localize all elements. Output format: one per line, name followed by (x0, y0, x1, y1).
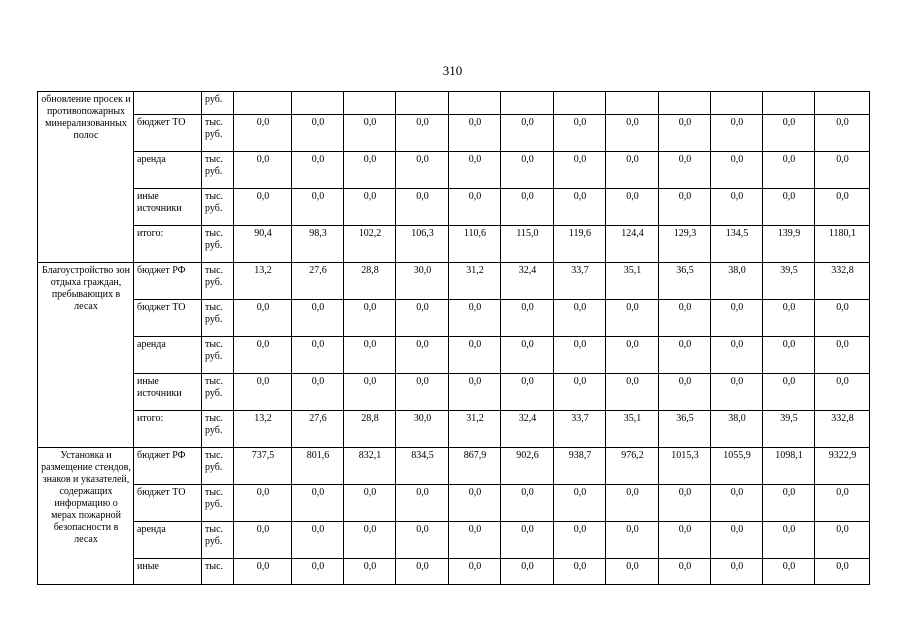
value-cell: 0,0 (763, 559, 815, 585)
unit: тыс. руб. (202, 115, 234, 152)
value-cell: 0,0 (763, 374, 815, 411)
value-cell: 0,0 (396, 559, 449, 585)
value-cell: 0,0 (449, 337, 501, 374)
value-cell: 867,9 (449, 448, 501, 485)
funding-source: бюджет РФ (134, 448, 202, 485)
value-cell: 32,4 (501, 411, 554, 448)
value-cell: 0,0 (606, 522, 659, 559)
value-cell: 0,0 (234, 559, 292, 585)
value-cell: 36,5 (659, 263, 711, 300)
value-cell: 9322,9 (815, 448, 870, 485)
unit: тыс. руб. (202, 226, 234, 263)
value-cell: 0,0 (344, 485, 396, 522)
value-cell: 134,5 (711, 226, 763, 263)
unit: тыс. руб. (202, 448, 234, 485)
value-cell: 0,0 (344, 189, 396, 226)
value-cell: 0,0 (815, 559, 870, 585)
unit: тыс. руб. (202, 263, 234, 300)
value-cell: 0,0 (763, 115, 815, 152)
value-cell: 0,0 (659, 374, 711, 411)
funding-source: аренда (134, 152, 202, 189)
value-cell: 0,0 (606, 485, 659, 522)
value-cell: 0,0 (234, 152, 292, 189)
value-cell: 0,0 (292, 189, 344, 226)
table-row (38, 485, 870, 522)
value-cell: 0,0 (501, 115, 554, 152)
funding-source: аренда (134, 522, 202, 559)
value-cell: 13,2 (234, 263, 292, 300)
value-cell: 0,0 (815, 189, 870, 226)
value-cell: 0,0 (344, 300, 396, 337)
value-cell: 0,0 (711, 115, 763, 152)
value-cell: 0,0 (234, 374, 292, 411)
value-cell: 32,4 (501, 263, 554, 300)
table-row (38, 226, 870, 263)
value-cell: 30,0 (396, 263, 449, 300)
value-cell: 0,0 (501, 189, 554, 226)
value-cell (815, 92, 870, 115)
value-cell: 0,0 (659, 189, 711, 226)
value-cell: 98,3 (292, 226, 344, 263)
value-cell: 0,0 (449, 559, 501, 585)
value-cell: 0,0 (711, 300, 763, 337)
value-cell (659, 92, 711, 115)
value-cell: 0,0 (815, 337, 870, 374)
value-cell: 0,0 (501, 300, 554, 337)
funding-source: итого: (134, 411, 202, 448)
unit: тыс. руб. (202, 152, 234, 189)
value-cell: 102,2 (344, 226, 396, 263)
value-cell: 0,0 (234, 522, 292, 559)
value-cell: 0,0 (606, 559, 659, 585)
value-cell: 0,0 (449, 485, 501, 522)
value-cell (606, 92, 659, 115)
funding-source (134, 92, 202, 115)
value-cell: 0,0 (501, 522, 554, 559)
value-cell: 28,8 (344, 411, 396, 448)
value-cell: 0,0 (292, 300, 344, 337)
funding-source: итого: (134, 226, 202, 263)
value-cell: 0,0 (606, 189, 659, 226)
table-row (38, 448, 870, 485)
value-cell: 0,0 (606, 152, 659, 189)
funding-source: бюджет ТО (134, 115, 202, 152)
value-cell: 0,0 (554, 152, 606, 189)
value-cell: 0,0 (711, 374, 763, 411)
value-cell: 1055,9 (711, 448, 763, 485)
value-cell: 124,4 (606, 226, 659, 263)
value-cell: 0,0 (344, 152, 396, 189)
value-cell: 90,4 (234, 226, 292, 263)
funding-source: иные источники (134, 374, 202, 411)
value-cell: 0,0 (396, 152, 449, 189)
value-cell: 0,0 (396, 300, 449, 337)
value-cell: 35,1 (606, 263, 659, 300)
funding-source: иные (134, 559, 202, 585)
value-cell: 0,0 (763, 300, 815, 337)
value-cell: 0,0 (501, 152, 554, 189)
value-cell: 0,0 (501, 559, 554, 585)
value-cell: 0,0 (815, 485, 870, 522)
value-cell (711, 92, 763, 115)
table-row (38, 189, 870, 226)
value-cell: 0,0 (659, 337, 711, 374)
value-cell: 0,0 (554, 374, 606, 411)
value-cell: 0,0 (815, 152, 870, 189)
value-cell (501, 92, 554, 115)
value-cell: 0,0 (396, 522, 449, 559)
unit: тыс. (202, 559, 234, 585)
table-row (38, 152, 870, 189)
unit: руб. (202, 92, 234, 115)
value-cell: 115,0 (501, 226, 554, 263)
value-cell: 0,0 (763, 189, 815, 226)
value-cell: 0,0 (711, 189, 763, 226)
value-cell: 0,0 (292, 152, 344, 189)
value-cell: 0,0 (396, 374, 449, 411)
table-row (38, 300, 870, 337)
value-cell: 0,0 (711, 337, 763, 374)
table-row (38, 115, 870, 152)
value-cell: 129,3 (659, 226, 711, 263)
page-number: 310 (442, 63, 463, 78)
value-cell: 0,0 (396, 115, 449, 152)
value-cell: 0,0 (234, 300, 292, 337)
value-cell: 0,0 (711, 559, 763, 585)
value-cell: 0,0 (815, 300, 870, 337)
value-cell: 139,9 (763, 226, 815, 263)
value-cell: 38,0 (711, 263, 763, 300)
unit: тыс. руб. (202, 485, 234, 522)
value-cell: 0,0 (396, 337, 449, 374)
value-cell: 0,0 (449, 115, 501, 152)
value-cell: 0,0 (554, 337, 606, 374)
unit: тыс. руб. (202, 337, 234, 374)
unit: тыс. руб. (202, 189, 234, 226)
unit: тыс. руб. (202, 300, 234, 337)
value-cell: 332,8 (815, 411, 870, 448)
budget-table (37, 91, 870, 585)
value-cell: 0,0 (292, 522, 344, 559)
value-cell: 332,8 (815, 263, 870, 300)
activity-name: Благоустройство зон отдыха граждан, пребывающих в лесах (38, 263, 134, 448)
value-cell: 0,0 (659, 559, 711, 585)
value-cell: 0,0 (396, 485, 449, 522)
funding-source: бюджет ТО (134, 300, 202, 337)
value-cell: 1015,3 (659, 448, 711, 485)
value-cell: 28,8 (344, 263, 396, 300)
value-cell: 0,0 (554, 115, 606, 152)
value-cell: 0,0 (396, 189, 449, 226)
value-cell: 31,2 (449, 263, 501, 300)
value-cell: 0,0 (344, 374, 396, 411)
value-cell: 976,2 (606, 448, 659, 485)
value-cell: 33,7 (554, 263, 606, 300)
value-cell: 27,6 (292, 263, 344, 300)
table-row (38, 559, 870, 585)
value-cell: 0,0 (344, 559, 396, 585)
value-cell: 801,6 (292, 448, 344, 485)
value-cell: 0,0 (292, 374, 344, 411)
value-cell: 39,5 (763, 263, 815, 300)
value-cell: 832,1 (344, 448, 396, 485)
value-cell: 0,0 (449, 374, 501, 411)
unit: тыс. руб. (202, 522, 234, 559)
value-cell: 0,0 (659, 115, 711, 152)
value-cell: 0,0 (292, 115, 344, 152)
value-cell: 0,0 (449, 152, 501, 189)
value-cell: 0,0 (292, 485, 344, 522)
value-cell: 0,0 (344, 337, 396, 374)
value-cell: 0,0 (554, 522, 606, 559)
value-cell (396, 92, 449, 115)
value-cell: 0,0 (763, 485, 815, 522)
unit: тыс. руб. (202, 374, 234, 411)
value-cell: 737,5 (234, 448, 292, 485)
value-cell: 0,0 (659, 300, 711, 337)
value-cell: 0,0 (815, 115, 870, 152)
value-cell: 0,0 (449, 522, 501, 559)
activity-name: Установка и размещение стендов, знаков и указателей, содержащих информацию о мерах пожарной безопасности в лесах (38, 448, 134, 585)
value-cell: 0,0 (659, 152, 711, 189)
funding-source: бюджет РФ (134, 263, 202, 300)
value-cell: 0,0 (554, 485, 606, 522)
value-cell: 31,2 (449, 411, 501, 448)
value-cell: 0,0 (292, 337, 344, 374)
table-row (38, 522, 870, 559)
value-cell: 0,0 (234, 189, 292, 226)
value-cell: 0,0 (449, 189, 501, 226)
value-cell: 0,0 (659, 522, 711, 559)
value-cell: 0,0 (815, 374, 870, 411)
value-cell: 0,0 (501, 337, 554, 374)
unit: тыс. руб. (202, 411, 234, 448)
value-cell: 0,0 (763, 337, 815, 374)
value-cell: 33,7 (554, 411, 606, 448)
value-cell: 834,5 (396, 448, 449, 485)
value-cell: 0,0 (234, 485, 292, 522)
funding-source: аренда (134, 337, 202, 374)
value-cell: 902,6 (501, 448, 554, 485)
value-cell: 0,0 (234, 337, 292, 374)
value-cell (449, 92, 501, 115)
value-cell: 36,5 (659, 411, 711, 448)
value-cell: 119,6 (554, 226, 606, 263)
value-cell: 38,0 (711, 411, 763, 448)
value-cell: 0,0 (554, 559, 606, 585)
value-cell: 0,0 (501, 374, 554, 411)
value-cell (554, 92, 606, 115)
value-cell: 35,1 (606, 411, 659, 448)
value-cell: 938,7 (554, 448, 606, 485)
value-cell: 0,0 (763, 522, 815, 559)
funding-source: иные источники (134, 189, 202, 226)
funding-source: бюджет ТО (134, 485, 202, 522)
value-cell: 1180,1 (815, 226, 870, 263)
value-cell: 27,6 (292, 411, 344, 448)
value-cell: 0,0 (763, 152, 815, 189)
value-cell: 0,0 (606, 337, 659, 374)
value-cell: 1098,1 (763, 448, 815, 485)
value-cell: 0,0 (606, 115, 659, 152)
value-cell: 106,3 (396, 226, 449, 263)
value-cell (234, 92, 292, 115)
value-cell: 110,6 (449, 226, 501, 263)
value-cell: 39,5 (763, 411, 815, 448)
value-cell: 0,0 (344, 522, 396, 559)
value-cell: 0,0 (815, 522, 870, 559)
value-cell: 0,0 (711, 152, 763, 189)
value-cell: 0,0 (606, 374, 659, 411)
table-row (38, 263, 870, 300)
value-cell: 0,0 (501, 485, 554, 522)
table-row (38, 337, 870, 374)
activity-name: обновление просек и противопожарных минерализованных полос (38, 92, 134, 263)
value-cell: 0,0 (711, 522, 763, 559)
value-cell: 0,0 (234, 115, 292, 152)
value-cell (292, 92, 344, 115)
value-cell (763, 92, 815, 115)
table-row (38, 411, 870, 448)
value-cell (344, 92, 396, 115)
value-cell: 0,0 (711, 485, 763, 522)
table-row (38, 92, 870, 115)
value-cell: 0,0 (554, 300, 606, 337)
value-cell: 0,0 (659, 485, 711, 522)
value-cell: 0,0 (292, 559, 344, 585)
table-body (38, 92, 870, 585)
value-cell: 0,0 (344, 115, 396, 152)
value-cell: 0,0 (606, 300, 659, 337)
value-cell: 0,0 (554, 189, 606, 226)
value-cell: 30,0 (396, 411, 449, 448)
value-cell: 13,2 (234, 411, 292, 448)
value-cell: 0,0 (449, 300, 501, 337)
table-row (38, 374, 870, 411)
